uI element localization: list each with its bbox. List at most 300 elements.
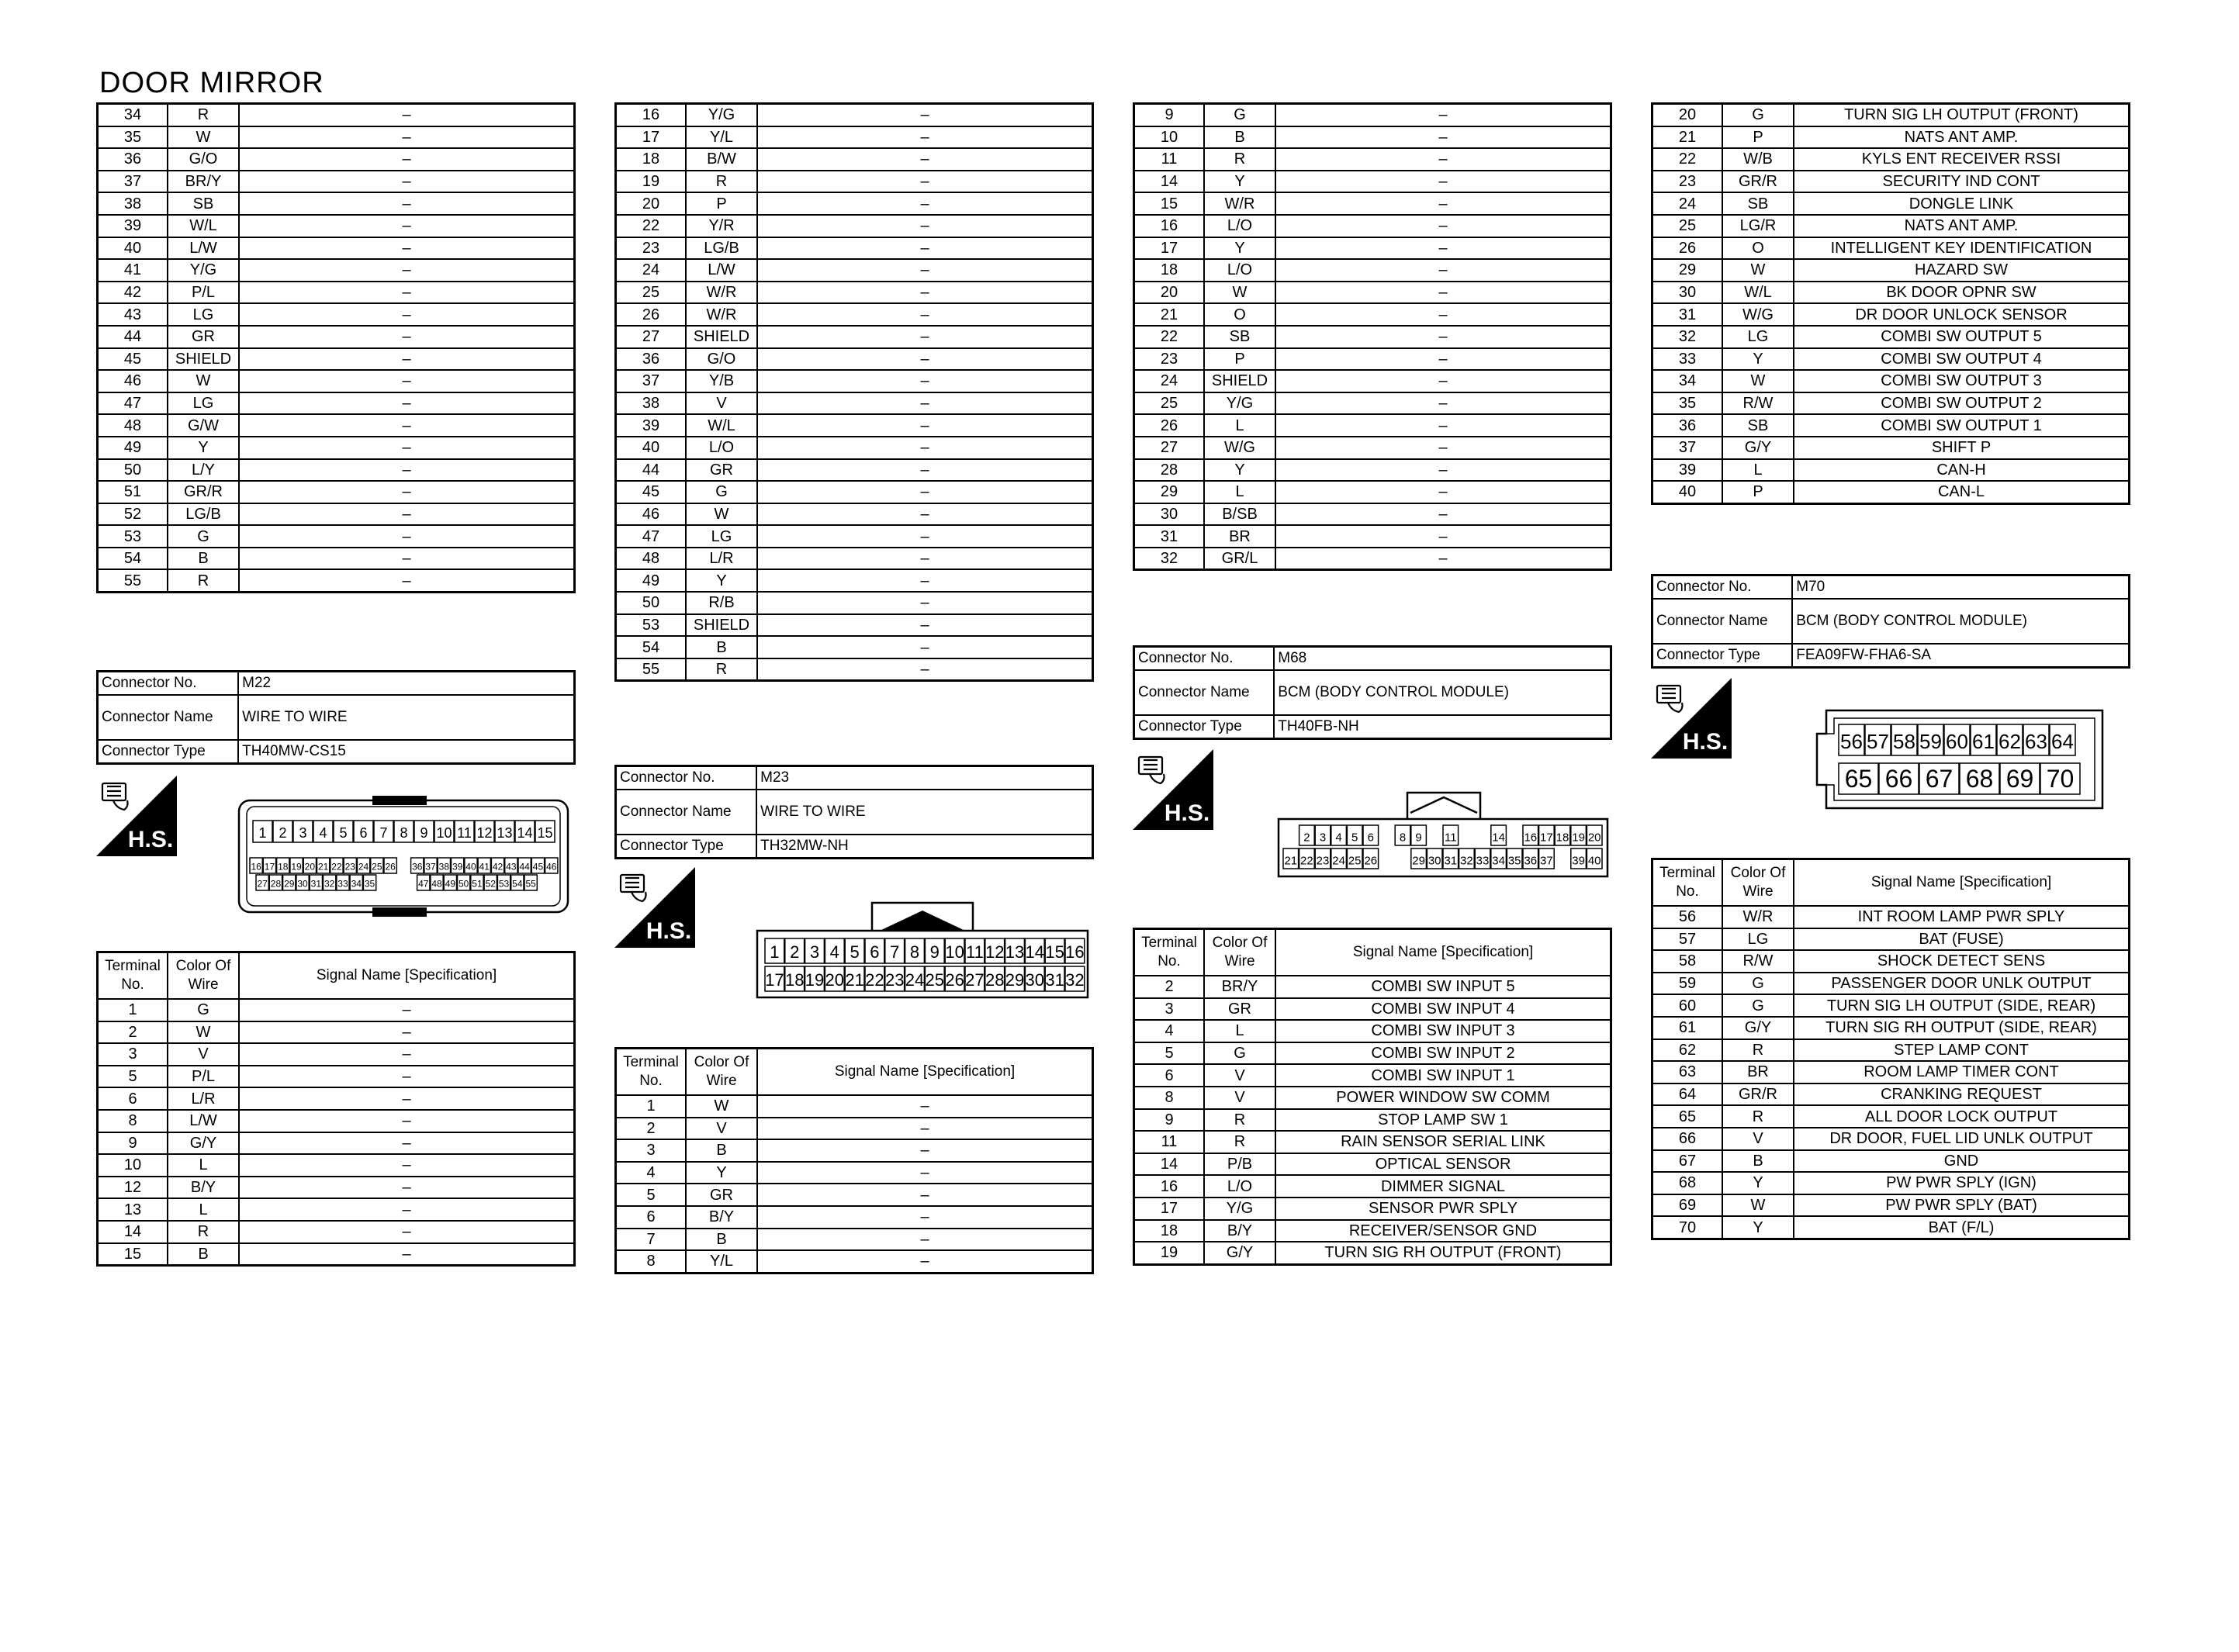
pin-number: 2 (279, 824, 287, 841)
table-row (1134, 459, 1611, 482)
signal-name: – (1275, 104, 1611, 126)
terminal-number: 13 (98, 1198, 168, 1221)
pin-number: 12 (476, 824, 493, 841)
terminal-number: 35 (1652, 392, 1723, 415)
table-row (1652, 192, 2130, 215)
pin-number: 15 (1045, 942, 1064, 962)
table-row (98, 1154, 575, 1177)
pin-number: 31 (1444, 854, 1458, 868)
pin-number: 29 (284, 878, 295, 890)
wire-color: W (1722, 1194, 1794, 1217)
table-row (616, 348, 1093, 371)
wire-color: W (168, 1021, 239, 1044)
terminal-number: 39 (98, 215, 168, 237)
wire-color: Y/G (1204, 1198, 1275, 1220)
table-row (616, 104, 1093, 126)
wire-color: B/Y (168, 1177, 239, 1199)
pin-number: 28 (270, 878, 282, 890)
terminal-number: 2 (1134, 976, 1205, 998)
terminal-number: 15 (1134, 192, 1205, 215)
wire-color: V (168, 1043, 239, 1066)
wire-color: R (1204, 1131, 1275, 1153)
table-row (1652, 1128, 2130, 1150)
wire-color: B (1722, 1150, 1794, 1173)
signal-name: – (757, 1250, 1093, 1273)
wire-color: SB (1722, 192, 1794, 215)
pin-number: 59 (1919, 730, 1942, 754)
table-row (616, 1095, 1093, 1118)
terminal-number: 18 (1134, 259, 1205, 282)
pin-number: 1 (770, 942, 780, 962)
connector-no-value: M70 (1792, 575, 2129, 600)
wire-color: Y/L (686, 1250, 757, 1273)
pin-number: 13 (1005, 942, 1025, 962)
wire-color: G (686, 481, 757, 503)
table-row (98, 259, 575, 282)
wire-color: LG (168, 303, 239, 326)
pin-number: 2 (1303, 831, 1310, 845)
table-row (1652, 1172, 2130, 1194)
wire-color: Y/G (168, 259, 239, 282)
wire-color: L/O (686, 437, 757, 459)
table-row (616, 658, 1093, 681)
terminal-number: 7 (616, 1229, 687, 1251)
table-row (1652, 126, 2130, 149)
connector-name-value: BCM (BODY CONTROL MODULE) (1792, 599, 2129, 644)
table-row (1134, 1087, 1611, 1109)
table-row (1652, 104, 2130, 126)
signal-name: – (757, 171, 1093, 193)
pin-number: 35 (1507, 854, 1521, 868)
table-row (1652, 437, 2130, 459)
connector-info-m22 (96, 670, 576, 765)
table-row (98, 326, 575, 348)
wire-color: L (168, 1154, 239, 1177)
wire-color: L/Y (168, 459, 239, 482)
terminal-number: 20 (1652, 104, 1723, 126)
signal-name: COMBI SW OUTPUT 3 (1794, 370, 2130, 392)
signal-name: – (757, 1162, 1093, 1184)
table-row (616, 503, 1093, 526)
pin-number: 64 (2051, 730, 2074, 754)
signal-name: RECEIVER/SENSOR GND (1275, 1220, 1611, 1242)
signal-name: – (1275, 148, 1611, 171)
pin-number: 61 (1972, 730, 1995, 754)
table-row (1134, 998, 1611, 1021)
table-row (1134, 348, 1611, 371)
pin-number: 35 (364, 878, 375, 890)
terminal-number: 39 (1652, 459, 1723, 482)
signal-name: SECURITY IND CONT (1794, 171, 2130, 193)
pin-number: 41 (479, 861, 490, 873)
pin-number: 54 (512, 878, 523, 890)
terminal-number: 49 (616, 569, 687, 592)
pin-number: 43 (506, 861, 517, 873)
wire-color: B (168, 548, 239, 570)
pin-number: 25 (372, 861, 382, 873)
connector-type-label: Connector Type (1134, 715, 1275, 739)
terminal-number: 50 (98, 459, 168, 482)
pin-number: 6 (359, 824, 368, 841)
pin-number: 30 (1427, 854, 1441, 868)
pin-number: 40 (1587, 854, 1601, 868)
pin-number: 29 (1005, 969, 1025, 990)
terminal-number: 6 (616, 1206, 687, 1229)
terminal-number: 36 (1652, 414, 1723, 437)
wire-color: L/O (1204, 259, 1275, 282)
terminal-number: 45 (98, 348, 168, 371)
connector-type-label: Connector Type (1652, 644, 1793, 668)
pin-number: 26 (1364, 854, 1378, 868)
signal-name: CAN-L (1794, 481, 2130, 503)
pin-number: 18 (278, 861, 289, 873)
wire-color: W/R (686, 303, 757, 326)
pin-number: 17 (264, 861, 275, 873)
wire-color: GR/R (1722, 171, 1794, 193)
wire-color: V (686, 1118, 757, 1140)
terminal-number: 25 (616, 282, 687, 304)
terminal-number: 3 (98, 1043, 168, 1066)
wire-color: W/R (686, 282, 757, 304)
pin-number: 24 (358, 861, 369, 873)
terminal-number: 8 (616, 1250, 687, 1273)
table-row (1134, 1175, 1611, 1198)
connector-no-label: Connector No. (616, 766, 757, 790)
pin-number: 49 (445, 878, 456, 890)
wire-color: W (1722, 370, 1794, 392)
terminal-number: 22 (1134, 326, 1205, 348)
wire-color: G/O (168, 148, 239, 171)
wire-color: Y/L (686, 126, 757, 149)
wire-color: B/Y (686, 1206, 757, 1229)
table-row (1134, 1020, 1611, 1042)
terminal-number: 27 (616, 326, 687, 348)
table-row (1134, 976, 1611, 998)
signal-name: BAT (F/L) (1794, 1216, 2130, 1239)
signal-name: – (239, 303, 575, 326)
signal-name: TURN SIG LH OUTPUT (FRONT) (1794, 104, 2130, 126)
wire-color: SHIELD (686, 326, 757, 348)
wire-color: R (686, 171, 757, 193)
pin-number: 24 (1332, 854, 1345, 868)
terminal-number: 39 (616, 414, 687, 437)
wire-color: SHIELD (1204, 370, 1275, 392)
wire-color: Y/G (686, 104, 757, 126)
wire-color-header: Color Of Wire (168, 952, 239, 1000)
pin-number: 16 (251, 861, 261, 873)
signal-name: TURN SIG RH OUTPUT (FRONT) (1275, 1242, 1611, 1264)
signal-name: – (239, 1198, 575, 1221)
terminal-number: 29 (1652, 259, 1723, 282)
signal-name: – (757, 370, 1093, 392)
signal-name: SENSOR PWR SPLY (1275, 1198, 1611, 1220)
table-row (98, 370, 575, 392)
wire-color: V (1204, 1087, 1275, 1109)
table-row (98, 392, 575, 415)
table-row (616, 259, 1093, 282)
table-row (98, 1243, 575, 1266)
signal-name: – (239, 126, 575, 149)
table-row (616, 215, 1093, 237)
terminal-no-header: Terminal No. (98, 952, 168, 1000)
signal-name: COMBI SW INPUT 5 (1275, 976, 1611, 998)
signal-name: – (1275, 215, 1611, 237)
wire-color-header: Color Of Wire (1722, 859, 1794, 907)
table-row (98, 481, 575, 503)
wire-color: G (168, 999, 239, 1021)
terminal-number: 54 (616, 636, 687, 658)
table-header (1134, 929, 1611, 976)
wire-color: G/Y (1722, 437, 1794, 459)
signal-name: ROOM LAMP TIMER CONT (1794, 1061, 2130, 1083)
terminal-number: 20 (616, 192, 687, 215)
pin-number: 27 (965, 969, 985, 990)
table-row (616, 392, 1093, 415)
table-row (1652, 1061, 2130, 1083)
table-row (98, 192, 575, 215)
terminal-number: 9 (98, 1132, 168, 1155)
terminal-number: 48 (98, 414, 168, 437)
wire-color: L/R (168, 1087, 239, 1110)
signal-name: – (239, 437, 575, 459)
pin-number: 6 (870, 942, 880, 962)
terminal-number: 68 (1652, 1172, 1723, 1194)
signal-name: – (757, 392, 1093, 415)
terminal-number: 10 (98, 1154, 168, 1177)
terminal-number: 37 (98, 171, 168, 193)
pin-number: 9 (420, 824, 428, 841)
signal-name: – (239, 192, 575, 215)
pin-number: 11 (1445, 831, 1457, 845)
signal-name: – (239, 392, 575, 415)
terminal-number: 37 (1652, 437, 1723, 459)
pin-number: 14 (1492, 831, 1505, 845)
pin-number: 15 (537, 824, 553, 841)
pin-number: 20 (304, 861, 316, 873)
pin-number: 67 (1925, 765, 1954, 793)
terminal-number: 11 (1134, 148, 1205, 171)
wire-color: R (1204, 1109, 1275, 1132)
table-row (98, 569, 575, 592)
terminal-number: 18 (616, 148, 687, 171)
table-row (98, 459, 575, 482)
wire-color: Y (1204, 459, 1275, 482)
signal-name: – (1275, 237, 1611, 260)
table-row (98, 348, 575, 371)
terminal-number: 23 (1652, 171, 1723, 193)
wire-color: G/Y (1204, 1242, 1275, 1264)
connector-type-value: FEA09FW-FHA6-SA (1792, 644, 2129, 668)
pin-number: 7 (379, 824, 388, 841)
pin-number: 14 (1025, 942, 1045, 962)
signal-name: – (757, 414, 1093, 437)
wire-color: W/L (1722, 282, 1794, 304)
signal-name: – (1275, 459, 1611, 482)
terminal-number: 17 (1134, 1198, 1205, 1220)
terminal-number: 4 (616, 1162, 687, 1184)
pin-number: 21 (317, 861, 329, 873)
terminal-number: 52 (98, 503, 168, 526)
signal-name: – (757, 525, 1093, 548)
pin-number: 4 (319, 824, 327, 841)
terminal-number: 5 (1134, 1042, 1205, 1065)
table-row (98, 1132, 575, 1155)
wire-color: L (1204, 414, 1275, 437)
page-title: DOOR MIRROR (99, 67, 324, 99)
wire-color: V (1722, 1128, 1794, 1150)
table-row (98, 1221, 575, 1243)
connector-info-m68 (1133, 645, 1612, 740)
terminal-table-m68 (1133, 928, 1612, 1266)
wire-color: B (1204, 126, 1275, 149)
terminal-number: 40 (98, 237, 168, 260)
wire-color: G/Y (1722, 1017, 1794, 1039)
signal-name: – (239, 1066, 575, 1088)
pin-number: 30 (1025, 969, 1045, 990)
table-row (1652, 481, 2130, 503)
terminal-number: 60 (1652, 994, 1723, 1017)
wire-color: R (1204, 148, 1275, 171)
pin-number: 46 (546, 861, 557, 873)
table-row (616, 459, 1093, 482)
connector-no-label: Connector No. (98, 672, 239, 696)
signal-name: – (239, 104, 575, 126)
pin-number: 45 (532, 861, 544, 873)
signal-name: ALL DOOR LOCK OUTPUT (1794, 1105, 2130, 1128)
terminal-number: 8 (98, 1110, 168, 1132)
signal-name: STEP LAMP CONT (1794, 1039, 2130, 1062)
signal-name: NATS ANT AMP. (1794, 126, 2130, 149)
signal-name: – (239, 1043, 575, 1066)
pin-number: 70 (2046, 765, 2075, 793)
wire-color: P (1204, 348, 1275, 371)
table-row (616, 592, 1093, 614)
signal-name: HAZARD SW (1794, 259, 2130, 282)
table-row (1652, 1083, 2130, 1106)
wire-color: BR/Y (1204, 976, 1275, 998)
signal-name: KYLS ENT RECEIVER RSSI (1794, 148, 2130, 171)
connector-type-label: Connector Type (616, 835, 757, 859)
pin-number: 39 (452, 861, 463, 873)
terminal-number: 50 (616, 592, 687, 614)
signal-name: – (757, 592, 1093, 614)
wire-color: V (686, 392, 757, 415)
pin-number: 40 (465, 861, 476, 873)
wire-color: R/W (1722, 950, 1794, 973)
wire-color: L/W (686, 259, 757, 282)
terminal-number: 70 (1652, 1216, 1723, 1239)
pin-number: 27 (257, 878, 268, 890)
table-row (616, 1250, 1093, 1273)
terminal-number: 20 (1134, 282, 1205, 304)
terminal-number: 10 (1134, 126, 1205, 149)
table-row (1652, 303, 2130, 326)
wire-color: W (686, 503, 757, 526)
pin-number: 22 (1300, 854, 1313, 868)
signal-name: CRANKING REQUEST (1794, 1083, 2130, 1106)
pin-number: 32 (1460, 854, 1473, 868)
terminal-number: 34 (98, 104, 168, 126)
signal-name: – (239, 1110, 575, 1132)
wire-color: G (1722, 994, 1794, 1017)
wire-color: W/G (1722, 303, 1794, 326)
harness-side-icon (1133, 749, 1213, 830)
connector-no-value: M68 (1274, 647, 1611, 671)
pin-number: 5 (339, 824, 348, 841)
signal-name: – (239, 503, 575, 526)
wire-color: O (1722, 237, 1794, 260)
signal-name: COMBI SW INPUT 2 (1275, 1042, 1611, 1065)
terminal-number: 2 (98, 1021, 168, 1044)
terminal-number: 63 (1652, 1061, 1723, 1083)
pin-number: 11 (965, 942, 984, 962)
wire-color: LG (1722, 326, 1794, 348)
connector-type-value: TH40MW-CS15 (238, 740, 574, 764)
table-row (98, 437, 575, 459)
signal-name: INT ROOM LAMP PWR SPLY (1794, 906, 2130, 928)
signal-name: BK DOOR OPNR SW (1794, 282, 2130, 304)
terminal-number: 5 (98, 1066, 168, 1088)
signal-name: GND (1794, 1150, 2130, 1173)
table-row (1652, 973, 2130, 995)
table-row (1652, 1194, 2130, 1217)
wire-color: W/R (1204, 192, 1275, 215)
terminal-number: 26 (616, 303, 687, 326)
signal-name: – (1275, 548, 1611, 570)
table-row (98, 126, 575, 149)
pin-number: 8 (909, 942, 920, 962)
wire-color: LG/B (168, 503, 239, 526)
wire-color: GR/L (1204, 548, 1275, 570)
signal-name: – (239, 548, 575, 570)
signal-name: COMBI SW OUTPUT 1 (1794, 414, 2130, 437)
pin-number: 4 (1335, 831, 1342, 845)
pin-number: 33 (337, 878, 348, 890)
table-row (1134, 414, 1611, 437)
connector-no-value: M23 (756, 766, 1092, 790)
harness-side-icon (96, 776, 177, 856)
terminal-number: 1 (98, 999, 168, 1021)
wire-color: B/Y (1204, 1220, 1275, 1242)
table-row (1652, 370, 2130, 392)
terminal-number: 12 (98, 1177, 168, 1199)
table-row (616, 437, 1093, 459)
terminal-number: 24 (1134, 370, 1205, 392)
connector-type-value: TH32MW-NH (756, 835, 1092, 859)
wire-color: L/R (686, 548, 757, 570)
wire-color: GR/R (168, 481, 239, 503)
pin-number: 22 (331, 861, 342, 873)
pin-number: 42 (492, 861, 504, 873)
wire-color: Y (1204, 237, 1275, 260)
connector-no-label: Connector No. (1134, 647, 1275, 671)
pin-number: 36 (412, 861, 423, 873)
table-row (1134, 1109, 1611, 1132)
terminal-number: 43 (98, 303, 168, 326)
pin-number: 5 (1351, 831, 1358, 845)
wire-color: R/W (1722, 392, 1794, 415)
terminal-number: 23 (1134, 348, 1205, 371)
connector-type-value: TH40FB-NH (1274, 715, 1611, 739)
signal-name: TURN SIG RH OUTPUT (SIDE, REAR) (1794, 1017, 2130, 1039)
table-row (98, 414, 575, 437)
terminal-table-col4 (1651, 102, 2130, 505)
connector-info-m23 (614, 765, 1094, 859)
signal-name: – (757, 192, 1093, 215)
terminal-number: 24 (616, 259, 687, 282)
pin-number: 14 (517, 824, 533, 841)
wire-color: P/L (168, 1066, 239, 1088)
